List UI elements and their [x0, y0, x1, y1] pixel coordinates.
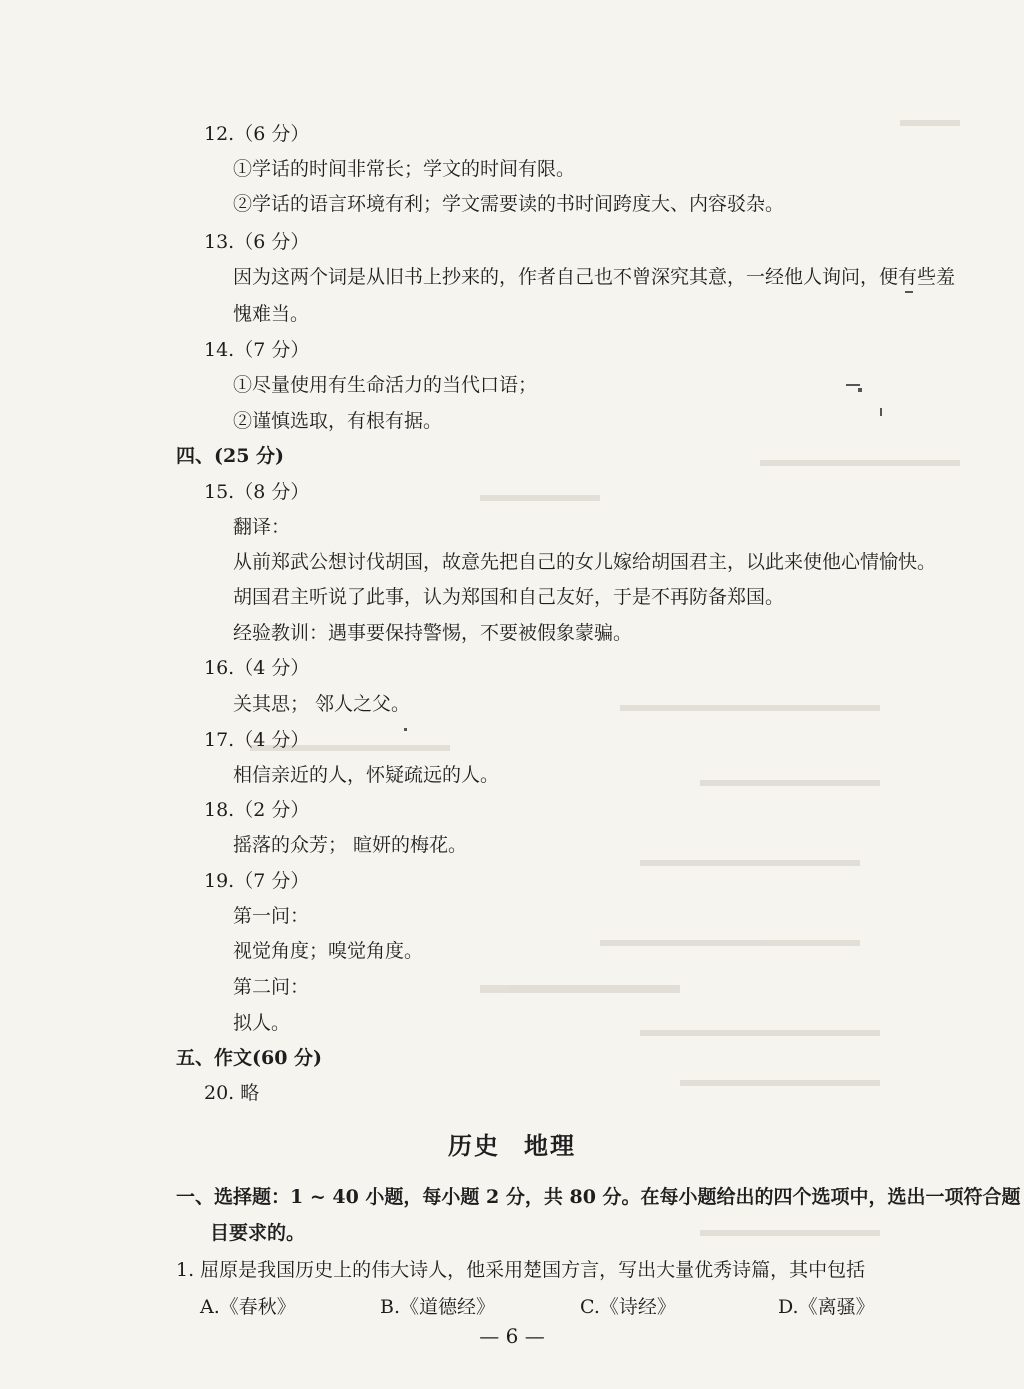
answer-15-line-4: 经验教训：遇事要保持警惕，不要被假象蒙骗。	[233, 622, 633, 644]
option-b: B.《道德经》	[380, 1296, 496, 1318]
answer-14-line-1: ①尽量使用有生命活力的当代口语；	[233, 374, 538, 396]
answer-13-line-1: 因为这两个词是从旧书上抄来的，作者自己也不曾深究其意，一经他人询问，便有些羞	[233, 266, 956, 288]
answer-19-line-3: 第二问：	[233, 976, 310, 998]
answer-12-line-2: ②学话的语言环境有利；学文需要读的书时间跨度大、内容驳杂。	[233, 193, 785, 215]
answer-20: 20. 略	[204, 1082, 260, 1104]
answer-12-header: 12.（6 分）	[204, 123, 310, 145]
answer-18-line-1: 摇落的众芳； 暄妍的梅花。	[233, 834, 468, 856]
answer-15-header: 15.（8 分）	[204, 481, 310, 503]
question-1-options	[200, 1292, 900, 1318]
mc-instruction-line-2: 目要求的。	[210, 1222, 306, 1244]
section-5-heading: 五、作文(60 分)	[176, 1047, 323, 1069]
option-a: A.《春秋》	[200, 1296, 296, 1318]
section-4-heading: 四、(25 分)	[176, 445, 285, 467]
answer-14-line-2: ②谨慎选取，有根有据。	[233, 410, 443, 432]
answer-16-line-1: 关其思； 邻人之父。	[233, 693, 411, 715]
answer-16-header: 16.（4 分）	[204, 657, 310, 679]
answer-19-header: 19.（7 分）	[204, 870, 310, 892]
answer-13-header: 13.（6 分）	[204, 231, 310, 253]
answer-18-header: 18.（2 分）	[204, 799, 310, 821]
answer-15-line-1: 翻译：	[233, 516, 291, 538]
answer-14-header: 14.（7 分）	[204, 339, 310, 361]
subject-title-geography: 地理	[524, 1131, 576, 1160]
page-number: — 6 —	[479, 1324, 545, 1348]
mc-instruction-line-1: 一、选择题：1 ~ 40 小题，每小题 2 分，共 80 分。在每小题给出的四个选项中，选出一项符合题	[176, 1186, 1021, 1208]
answer-19-line-1: 第一问：	[233, 905, 310, 927]
answer-17-line-1: 相信亲近的人，怀疑疏远的人。	[233, 764, 500, 786]
subject-title-history: 历史	[448, 1131, 500, 1160]
question-1-stem: 1. 屈原是我国历史上的伟大诗人，他采用楚国方言，写出大量优秀诗篇，其中包括	[176, 1259, 866, 1281]
answer-12-line-1: ①学话的时间非常长；学文的时间有限。	[233, 158, 576, 180]
answer-19-line-2: 视觉角度；嗅觉角度。	[233, 940, 424, 962]
answer-15-line-3: 胡国君主听说了此事，认为郑国和自己友好，于是不再防备郑国。	[233, 586, 785, 608]
option-c: C.《诗经》	[580, 1296, 676, 1318]
answer-15-line-2: 从前郑武公想讨伐胡国，故意先把自己的女儿嫁给胡国君主，以此来使他心情愉快。	[233, 551, 937, 573]
subject-title	[0, 1126, 1024, 1161]
option-d: D.《离骚》	[778, 1296, 875, 1318]
answer-13-line-2: 愧难当。	[233, 303, 310, 325]
answer-19-line-4: 拟人。	[233, 1012, 291, 1034]
answer-17-header: 17.（4 分）	[204, 729, 310, 751]
